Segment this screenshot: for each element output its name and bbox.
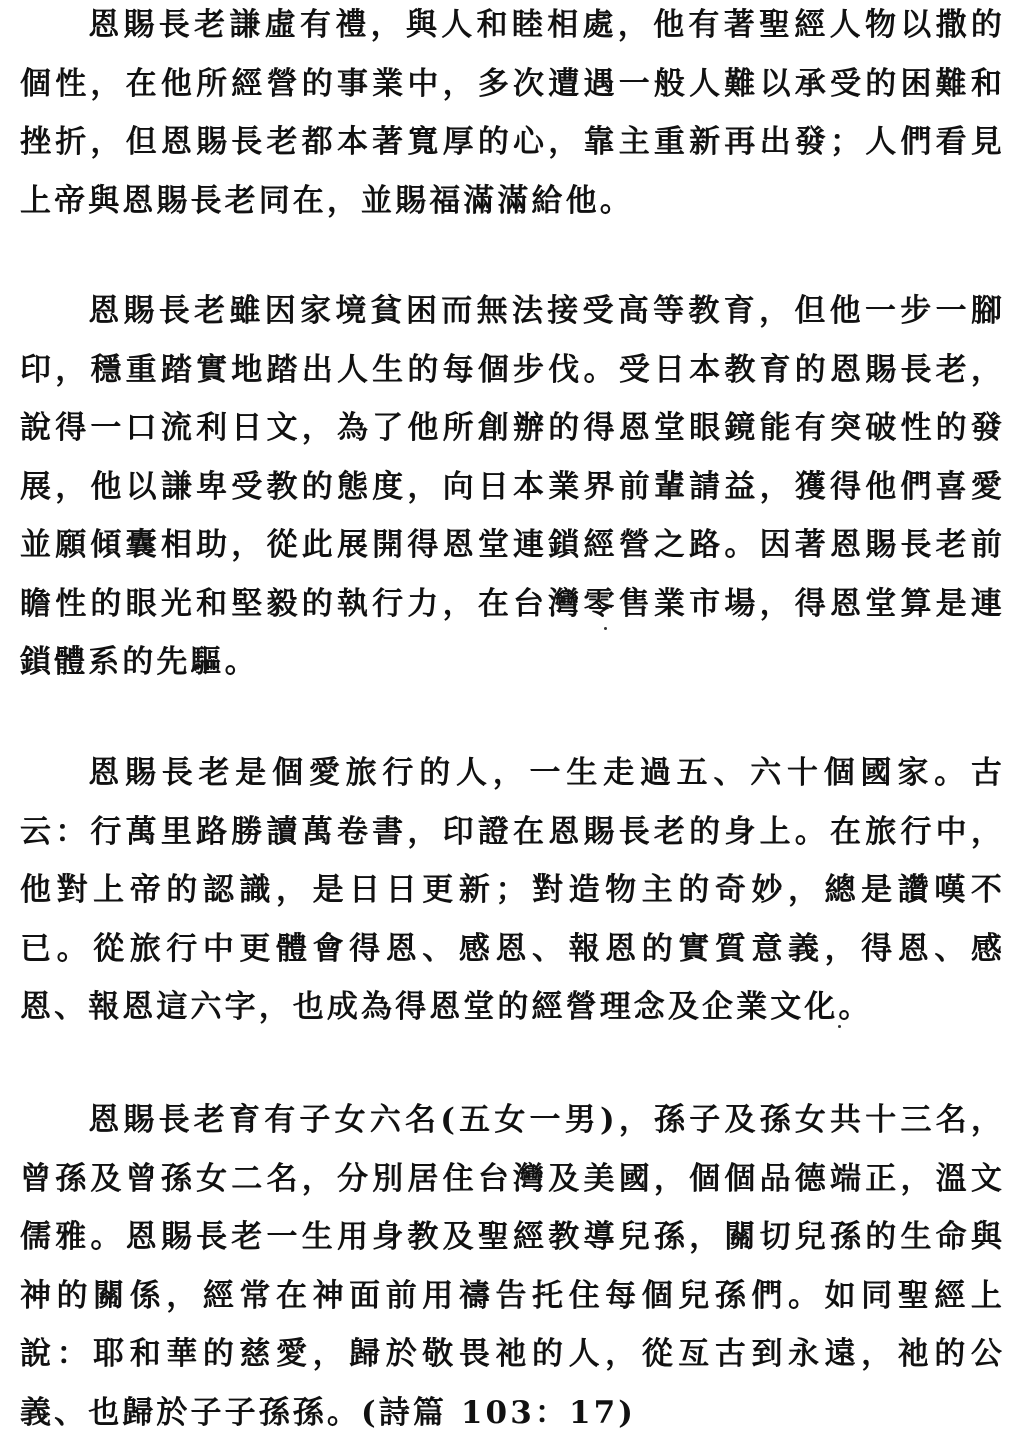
paragraph-character: 恩賜長老謙虛有禮，與人和睦相處，他有著聖經人物以撒的個性，在他所經營的事業中，多次遭遇一般人難以承受的困難和挫折，但恩賜長老都本著寬厚的心，靠主重新再出發；人們看見上帝與恩賜長老同在，並賜福滿滿給他。 (20, 7, 1005, 219)
paragraph-travel: 恩賜長老是個愛旅行的人，一生走過五、六十個國家。古云：行萬里路勝讀萬卷書，印證在恩賜長老的身上。在旅行中，他對上帝的認識，是日日更新；對造物主的奇妙，總是讚嘆不已。從旅行中更體會得恩、感恩、報恩的實質意義，得恩、感恩、報恩這六字，也成為得恩堂的經營理念及企業文化。 (20, 755, 1005, 1025)
paragraph-family: 恩賜長老育有子女六名(五女一男)，孫子及孫女共十三名，曾孫及曾孫女二名，分別居住台灣及美國，個個品德端正，溫文儒雅。恩賜長老一生用身教及聖經教導兒孫，關切兒孫的生命與神的關係，經常在神面前用禱告托住每個兒孫們。如同聖經上說：耶和華的慈愛，歸於敬畏祂的人，從亙古到永遠，祂的公義、也歸於子子孫孫。(詩篇 103：17) (20, 1102, 1005, 1431)
scan-speck (838, 1025, 841, 1028)
scan-speck (604, 627, 607, 630)
paragraph-education: 恩賜長老雖因家境貧困而無法接受高等教育，但他一步一腳印，穩重踏實地踏出人生的每個步伐。受日本教育的恩賜長老，說得一口流利日文，為了他所創辦的得恩堂眼鏡能有突破性的發展，他以謙卑受教的態度，向日本業界前輩請益，獲得他們喜愛並願傾囊相助，從此展開得恩堂連鎖經營之路。因著恩賜長老前瞻性的眼光和堅毅的執行力，在台灣零售業市場，得恩堂算是連鎖體系的先驅。 (20, 293, 1005, 680)
